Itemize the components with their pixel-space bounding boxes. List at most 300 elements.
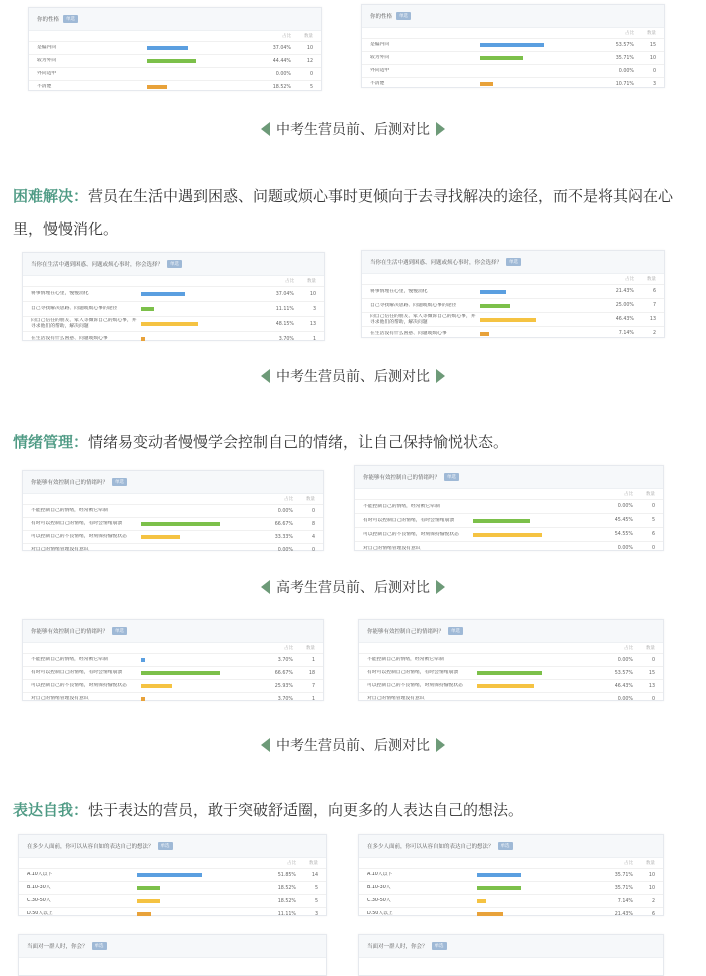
option-bar-track [141,671,259,675]
option-row [362,312,664,326]
option-bar [477,886,521,890]
option-count: 18 [308,670,315,676]
option-bar-track [137,886,262,890]
card-header [359,935,663,958]
option-bar [477,684,534,688]
option-row [23,331,324,346]
col-header-percent: 占比 [624,861,633,866]
option-row [23,666,323,679]
col-header-percent: 占比 [284,497,293,502]
option-count: 13 [648,683,655,689]
option-row [29,41,321,54]
caption-text: 中考生营员前、后测对比 [276,122,430,138]
question-type-badge: 单选 [92,942,107,950]
option-count: 15 [649,42,656,48]
question-title: 你的性格 [37,17,60,23]
col-header-count: 数量 [309,861,318,866]
column-headers [355,489,663,499]
col-header-percent: 占比 [625,31,634,36]
option-count: 14 [311,872,318,878]
option-bar-track [473,519,599,523]
option-bar [141,684,172,688]
paragraph-self-expression [13,794,693,827]
option-bar [480,43,544,47]
option-percent: 35.71% [615,55,634,61]
option-bar [473,519,530,523]
option-row [23,316,324,331]
option-percent: 18.52% [277,898,296,904]
option-row [359,907,663,920]
option-count: 0 [651,504,655,509]
option-label: 对自己的情绪管理没有意识 [31,547,89,552]
option-count: 10 [649,55,656,61]
column-headers [29,31,321,41]
option-percent: 33.33% [274,534,293,540]
option-bar-track [141,535,259,539]
option-percent: 37.04% [275,291,294,297]
option-label: 自己寻找解决思路、问题或烦心事的途径 [370,302,457,308]
left-arrow-icon [261,122,270,136]
option-percent: 44.44% [272,58,291,64]
option-count: 1 [311,657,315,663]
survey-card-expression-pre [18,834,327,916]
question-title: 当你在生活中遇到困惑、问题或烦心事时，你会选择？ [31,262,164,268]
option-percent: 0.00% [617,546,633,551]
caption-4 [0,735,706,755]
option-bar-track [477,658,599,662]
option-percent: 0.00% [617,696,633,702]
option-bar [137,912,151,916]
question-title: 当面对一群人时，你会？ [367,944,428,950]
option-count: 1 [311,696,315,702]
option-bar-track [477,873,599,877]
option-percent: 0.00% [618,68,634,74]
caption-text: 中考生营员前、后测对比 [276,738,430,754]
option-bar-track [480,82,600,86]
option-count: 0 [652,68,656,74]
col-header-percent: 占比 [624,492,633,497]
question-title: 你能够有效控制自己的情绪吗？ [31,629,109,635]
option-row [29,67,321,80]
option-bar-track [477,684,599,688]
right-arrow-icon [436,369,445,383]
option-percent: 3.70% [277,657,293,663]
option-bar-track [141,548,259,552]
option-bar [477,912,503,916]
option-bar-track [477,899,599,903]
option-row [23,504,323,517]
option-count: 3 [652,81,656,87]
survey-card-personality-post [361,4,665,88]
option-label: 有时可以控制自己的情绪，有时会情绪崩溃 [367,670,459,675]
option-bar [137,873,202,877]
option-bar [137,899,160,903]
option-row [359,881,663,894]
option-percent: 3.70% [277,696,293,702]
option-row [362,64,664,77]
question-type-badge: 单选 [112,627,127,635]
col-header-count: 数量 [647,277,656,282]
option-percent: 0.00% [275,71,291,77]
option-row [359,894,663,907]
option-label: 将事情埋在心里，慢慢消化 [31,291,89,296]
option-label: C.30-50人 [367,898,391,903]
option-row [362,298,664,312]
col-header-count: 数量 [306,646,315,651]
option-bar [480,332,489,336]
option-count: 3 [314,911,318,917]
option-percent: 25.93% [274,683,293,689]
option-count: 0 [651,657,655,663]
option-bar [141,337,145,341]
option-percent: 0.00% [617,657,633,663]
option-row [19,894,326,907]
question-type-badge: 单选 [167,260,182,268]
option-percent: 18.52% [272,84,291,90]
option-bar-track [477,671,599,675]
option-bar-track [473,533,599,537]
option-row [19,881,326,894]
option-count: 10 [648,872,655,878]
option-row [362,326,664,340]
option-bar [477,671,542,675]
survey-card-emotion-mid-pre [22,619,324,701]
option-count: 3 [312,306,316,312]
paragraph-heading: 表达自我： [13,801,89,819]
option-bar-track [477,697,599,701]
option-row [359,666,663,679]
option-row [362,77,664,90]
option-label: 外向适中 [37,71,57,76]
caption-2 [0,366,706,386]
col-header-count: 数量 [647,31,656,36]
option-bar [141,522,220,526]
option-label: C.30-50人 [27,898,51,903]
option-count: 5 [314,898,318,904]
option-row [362,38,664,51]
question-type-badge: 单选 [158,842,173,850]
col-header-count: 数量 [306,497,315,502]
option-label: 不能控制自己的情绪，经常被它牵制 [31,657,108,662]
option-count: 6 [651,911,655,917]
option-bar [480,290,506,294]
option-row [23,517,323,530]
option-count: 10 [309,291,316,297]
option-label: 对自己的情绪管理没有意识 [31,696,89,701]
option-count: 5 [314,885,318,891]
option-bar-track [477,886,599,890]
option-label: A.10人以下 [27,872,53,877]
option-label: B.10-30人 [367,885,391,890]
col-header-percent: 占比 [287,861,296,866]
option-count: 13 [309,321,316,327]
paragraph-body: 营员在生活中遇到困惑、问题或烦心事时更倾向于去寻找解决的途径，而不是将其闷在心里，慢慢消化。 [13,187,674,238]
paragraph-heading: 情绪管理： [13,433,89,451]
col-header-count: 数量 [307,279,316,284]
option-bar-track [480,43,600,47]
option-label: 对自己的情绪管理没有意识 [367,696,425,701]
option-bar-track [141,697,259,701]
option-label: 向自己信任的朋友、家人等倾诉自己的烦心事，并寻求他们的帮助，解决问题 [370,313,476,325]
option-bar-track [147,59,257,63]
option-bar [480,304,510,308]
card-header [19,935,326,958]
option-bar-track [147,46,257,50]
survey-card-trouble-pre [22,252,325,341]
option-label: 不能控制自己的情绪，经常被它牵制 [31,508,108,513]
survey-card-group-post [358,934,664,976]
option-bar [147,59,196,63]
card-header [23,253,324,276]
option-bar [477,873,521,877]
question-type-badge: 单选 [112,478,127,486]
survey-card-emotion-mid-post [358,619,664,701]
caption-text: 中考生营员前、后测对比 [276,369,430,385]
option-count: 2 [652,331,656,336]
option-label: 可以控制自己的不良情绪，时刻保持愉悦状态 [367,683,463,688]
option-label: D.50人以上 [27,911,53,916]
option-percent: 7.14% [617,898,633,904]
question-title: 你的性格 [370,14,393,20]
option-bar [147,85,167,89]
column-headers [23,643,323,653]
left-arrow-icon [261,738,270,752]
option-label: 可以控制自己的不良情绪，时刻保持愉悦状态 [31,534,127,539]
option-bar-track [141,322,260,326]
option-percent: 0.00% [277,508,293,514]
right-arrow-icon [436,738,445,752]
option-count: 0 [309,71,313,77]
option-percent: 3.70% [278,336,294,342]
column-headers [23,276,324,286]
option-percent: 7.14% [618,331,634,336]
option-row [23,692,323,705]
option-row [359,692,663,705]
option-bar-track [480,290,600,294]
option-percent: 46.43% [615,317,634,322]
option-count: 0 [311,508,315,514]
option-label: 可以控制自己的不良情绪，时刻保持愉悦状态 [363,531,459,537]
option-percent: 35.71% [614,885,633,891]
option-row [23,679,323,692]
option-bar [480,318,536,322]
option-bar-track [473,547,599,551]
right-arrow-icon [436,122,445,136]
option-label: 不清楚 [37,84,52,89]
question-type-badge: 单选 [432,942,447,950]
option-count: 10 [306,45,313,51]
card-header [355,466,663,489]
survey-card-expression-post [358,834,664,916]
column-headers [359,643,663,653]
option-percent: 66.67% [274,521,293,527]
option-row [362,51,664,64]
option-count: 5 [651,518,655,523]
option-label: 是偏内向 [370,42,390,47]
question-title: 当面对一群人时，你会？ [27,944,88,950]
paragraph-body: 怯于表达的营员，敢于突破舒适圈，向更多的人表达自己的想法。 [88,801,524,819]
card-header [359,620,663,643]
option-label: 将事情埋在心里，慢慢消化 [370,288,428,294]
col-header-count: 数量 [646,492,655,497]
right-arrow-icon [436,580,445,594]
col-header-count: 数量 [646,861,655,866]
question-title: 你能够有效控制自己的情绪吗？ [367,629,445,635]
option-percent: 54.55% [614,532,633,537]
option-percent: 18.52% [277,885,296,891]
option-percent: 21.43% [614,911,633,917]
column-headers [23,494,323,504]
option-bar [147,46,188,50]
col-header-percent: 占比 [285,279,294,284]
survey-card-emotion-high-post [354,465,664,551]
option-bar-track [480,304,600,308]
option-bar [141,697,145,701]
option-count: 1 [312,336,316,342]
option-label: 向自己信任的朋友、家人等倾诉自己的烦心事，并寻求他们的帮助，解决问题 [31,318,137,329]
option-label: 自己寻找解决思路、问题或烦心事的途径 [31,306,118,311]
option-percent: 46.43% [614,683,633,689]
option-count: 0 [311,547,315,553]
option-row [355,541,663,555]
option-count: 15 [648,670,655,676]
option-percent: 11.11% [275,306,294,312]
col-header-percent: 占比 [624,646,633,651]
option-row [355,513,663,527]
option-bar-track [477,912,599,916]
option-bar [141,307,154,311]
option-row [23,653,323,666]
option-bar [473,533,542,537]
option-bar-track [141,658,259,662]
column-headers [362,274,664,284]
option-percent: 0.00% [277,547,293,553]
option-row [29,54,321,67]
option-bar-track [141,509,259,513]
option-percent: 21.43% [615,289,634,294]
option-bar [137,886,160,890]
survey-card-group-pre [18,934,327,976]
option-count: 0 [651,696,655,702]
caption-text: 高考生营员前、后测对比 [276,580,430,596]
option-bar-track [137,873,262,877]
question-title: 你能够有效控制自己的情绪吗？ [31,480,109,486]
column-headers [19,858,326,868]
option-row [355,527,663,541]
paragraph-emotion-management [13,426,693,459]
option-label: 对自己的情绪管理没有意识 [363,545,421,551]
paragraph-body: 情绪易变动者慢慢学会控制自己的情绪，让自己保持愉悦状态。 [88,433,509,451]
option-label: 有时可以控制自己的情绪，有时会情绪崩溃 [31,521,123,526]
option-bar-track [480,69,600,73]
option-bar-track [141,307,260,311]
option-label: 可以控制自己的不良情绪，时刻保持愉悦状态 [31,683,127,688]
col-header-percent: 占比 [282,34,291,39]
col-header-count: 数量 [304,34,313,39]
left-arrow-icon [261,369,270,383]
option-label: 是偏内向 [37,45,57,50]
option-count: 6 [652,289,656,294]
option-label: 有时可以控制自己的情绪，有时会情绪崩溃 [31,670,123,675]
option-bar-track [480,56,600,60]
option-label: 有时可以控制自己的情绪，有时会情绪崩溃 [363,517,455,523]
question-type-badge: 单选 [63,15,78,23]
option-count: 7 [311,683,315,689]
col-header-count: 数量 [646,646,655,651]
option-bar-track [480,332,600,336]
option-percent: 0.00% [617,504,633,509]
option-count: 6 [651,532,655,537]
option-percent: 51.85% [277,872,296,878]
option-label: 不清楚 [370,81,385,86]
option-bar-track [141,292,260,296]
option-row [359,653,663,666]
option-count: 4 [311,534,315,540]
caption-3 [0,577,706,597]
option-bar-track [480,318,600,322]
option-row [359,679,663,692]
option-percent: 35.71% [614,872,633,878]
option-count: 5 [309,84,313,90]
col-header-percent: 占比 [625,277,634,282]
survey-card-emotion-high-pre [22,470,324,551]
paragraph-heading: 困难解决： [13,187,89,205]
option-row [23,543,323,556]
question-title: 在多少人面前，你可以从容自如的表达自己的想法？ [27,844,154,850]
option-label: 外向适中 [370,68,390,73]
question-title: 你能够有效控制自己的情绪吗？ [363,475,441,481]
option-row [19,868,326,881]
option-bar-track [473,505,599,509]
card-header [19,835,326,858]
card-header [23,471,323,494]
card-header [359,835,663,858]
option-label: A.10人以下 [367,872,393,877]
option-percent: 53.57% [614,670,633,676]
option-row [359,868,663,881]
option-bar [141,535,180,539]
caption-1 [0,119,706,139]
option-percent: 53.57% [615,42,634,48]
option-row [355,499,663,513]
option-label: 在生活没有什么困惑、问题或烦心事 [31,336,108,341]
option-row [362,284,664,298]
option-count: 12 [306,58,313,64]
option-label: B.10-30人 [27,885,51,890]
card-header [362,5,664,28]
card-header [362,251,664,274]
option-bar [141,322,198,326]
left-arrow-icon [261,580,270,594]
option-count: 7 [652,303,656,308]
option-count: 0 [651,546,655,551]
option-bar [477,899,486,903]
survey-card-personality-pre [28,7,322,91]
column-headers [359,858,663,868]
card-header [29,8,321,31]
option-count: 10 [648,885,655,891]
option-percent: 11.11% [277,911,296,917]
option-bar [480,82,493,86]
option-percent: 45.45% [614,518,633,523]
option-label: 在生活没有什么困惑、问题或烦心事 [370,330,447,336]
option-bar-track [137,912,262,916]
option-bar [141,671,220,675]
option-percent: 37.04% [272,45,291,51]
option-percent: 48.15% [275,321,294,327]
option-bar [480,56,523,60]
option-bar-track [137,899,262,903]
